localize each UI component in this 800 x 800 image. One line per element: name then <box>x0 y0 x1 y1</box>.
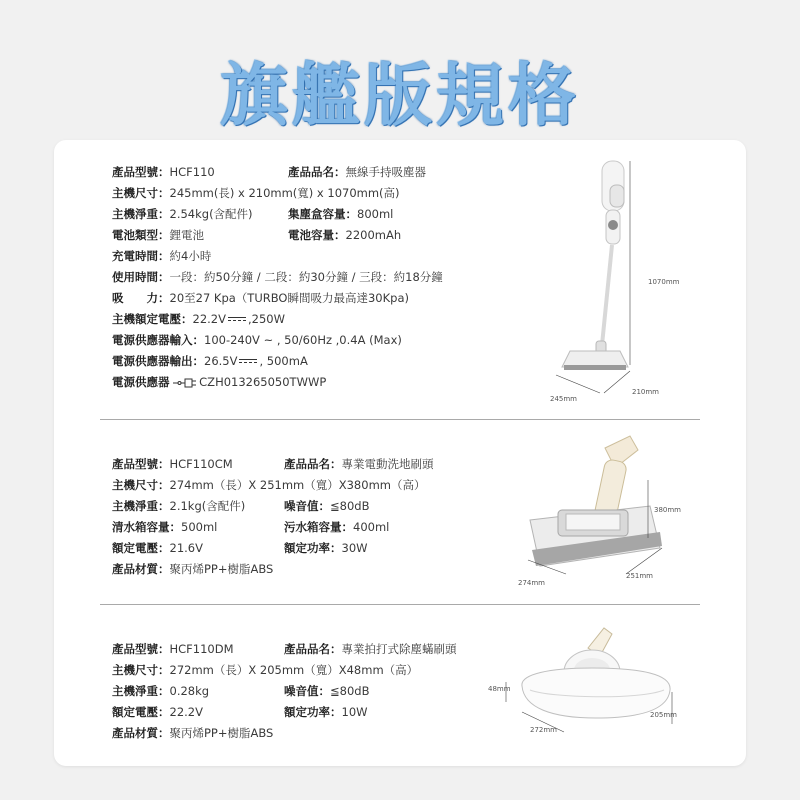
spec-material: 產品材質：聚丙烯PP+樹脂ABS <box>112 726 274 740</box>
spec-product-name: 產品品名：專業拍打式除塵蟎刷頭 <box>284 642 457 656</box>
spec-rated-voltage: 額定電壓：21.6V <box>112 541 203 555</box>
spec-charge-time: 充電時間：約4小時 <box>112 249 212 263</box>
spec-size: 主機尺寸：272mm（長）X 205mm（寬）X48mm（高） <box>112 663 419 677</box>
spec-rated-voltage: 額定電壓：22.2V <box>112 705 203 719</box>
spec-adapter-output: 電源供應器輸出：26.5V , 500mA <box>112 354 308 368</box>
spec-dust-capacity: 集塵盒容量：800ml <box>288 207 394 221</box>
spec-dirty-tank: 污水箱容量：400ml <box>284 520 390 534</box>
spec-product-name: 產品品名：專業電動洗地刷頭 <box>284 457 434 471</box>
spec-noise: 噪音值：≦80dB <box>284 684 370 698</box>
dim-width-2: 251mm <box>626 572 653 580</box>
spec-model: 產品型號：HCF110CM <box>112 457 233 471</box>
dim-height-2: 380mm <box>654 506 681 514</box>
dim-height-1: 1070mm <box>648 278 680 286</box>
spec-weight: 主機淨重：2.54kg(含配件) <box>112 207 253 221</box>
spec-product-name: 產品品名：無線手持吸塵器 <box>288 165 426 179</box>
spec-rated-power: 額定功率：10W <box>284 705 368 719</box>
spec-clean-tank: 清水箱容量：500ml <box>112 520 218 534</box>
spec-weight: 主機淨重：0.28kg <box>112 684 210 698</box>
dim-length-1: 245mm <box>550 395 577 403</box>
spec-run-time: 使用時間：一段：約50分鐘 / 二段：約30分鐘 / 三段：約18分鐘 <box>112 270 443 284</box>
spec-model: 產品型號：HCF110 <box>112 165 215 179</box>
spec-adapter-input: 電源供應器輸入：100-240V ~ , 50/60Hz ,0.4A (Max) <box>112 333 402 347</box>
dc-symbol-icon <box>239 358 257 365</box>
spec-suction: 吸 力：20至27 Kpa（TURBO瞬間吸力最高達30Kpa) <box>112 291 409 305</box>
dim-width-1: 210mm <box>632 388 659 396</box>
dim-length-3: 272mm <box>530 726 557 734</box>
spec-size: 主機尺寸：274mm（長）X 251mm（寬）X380mm（高） <box>112 478 426 492</box>
dim-width-3: 205mm <box>650 711 677 719</box>
dim-length-2: 274mm <box>518 579 545 587</box>
spec-noise: 噪音值：≦80dB <box>284 499 370 513</box>
mite-brush-head-image <box>500 620 690 745</box>
dc-symbol-icon <box>228 316 246 323</box>
spec-adapter-model: 電源供應器 CZH013265050TWWP <box>112 375 327 389</box>
spec-battery-type: 電池類型：鋰電池 <box>112 228 204 242</box>
dim-height-3: 48mm <box>488 685 511 693</box>
spec-model: 產品型號：HCF110DM <box>112 642 234 656</box>
page-title: 旗艦版規格 <box>219 57 580 136</box>
spec-material: 產品材質：聚丙烯PP+樹脂ABS <box>112 562 274 576</box>
spec-rated-voltage: 主機額定電壓：22.2V ,250W <box>112 312 285 326</box>
section-divider <box>100 604 700 605</box>
spec-weight: 主機淨重：2.1kg(含配件) <box>112 499 246 513</box>
section-divider <box>100 419 700 420</box>
power-adapter-icon <box>173 378 197 388</box>
spec-rated-power: 額定功率：30W <box>284 541 368 555</box>
spec-battery-capacity: 電池容量：2200mAh <box>288 228 402 242</box>
spec-size: 主機尺寸：245mm(長) x 210mm(寬) x 1070mm(高) <box>112 186 400 200</box>
